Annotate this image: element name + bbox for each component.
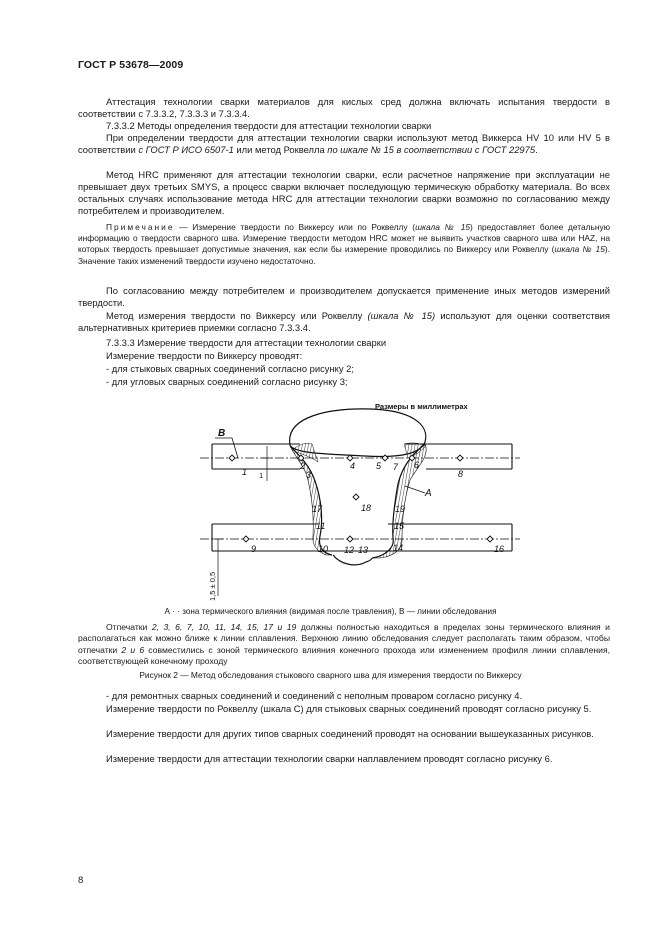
weld-root xyxy=(333,555,372,565)
paragraph-other-methods: По согласованию между потребителем и производителем допускается применение иных методов измерений твердости. xyxy=(78,285,610,309)
list-item-butt-welds: - для стыковых сварных соединений согласно рисунку 2; xyxy=(106,363,354,374)
point-label-18: 18 xyxy=(361,503,372,513)
page-number: 8 xyxy=(78,875,84,886)
label-b: B xyxy=(218,428,226,439)
figure-caption: Рисунок 2 — Метод обследования стыкового сварного шва для измерения твердости по Виккерсу xyxy=(139,670,522,680)
paragraph-overlay-welding: Измерение твердости для аттестации технологии сварки наплавлением проводят согласно рисунку 6. xyxy=(106,753,553,764)
point-label-19: 19 xyxy=(395,504,406,514)
paragraph-rockwell-c: Измерение твердости по Роквеллу (шкала С) для стыковых сварных соединений проводят согласно рисунку 5. xyxy=(106,703,592,714)
figure-instructions: Отпечатки 2, 3, 6, 7, 10, 11, 14, 15, 17 и 19 должны полностью находиться в пределах зоны термического влияния и располагаться как можно ближе к линии сплавления. Верхнюю линию обследования следует располагать таким образом, чтобы отпечатки 2 и 6 совместились с зоной термического влияния конечного прохода или изменением профиля линии сплавления, соответствующей конечному проходу xyxy=(78,622,610,667)
paragraph-other-weld-types: Измерение твердости для других типов сварных соединений проводят на основании вышеуказанных рисунков. xyxy=(106,728,594,739)
indentation-points xyxy=(229,455,493,542)
point-label-6: 6 xyxy=(414,460,420,470)
point-16 xyxy=(487,536,493,542)
point-12 xyxy=(347,536,353,542)
traverse-lines xyxy=(200,458,520,539)
b-leader xyxy=(215,438,238,458)
point-label-17: 17 xyxy=(312,504,323,514)
point-label-1: 1 xyxy=(242,467,248,477)
a-leader xyxy=(405,486,425,493)
dimension-1 xyxy=(262,444,272,481)
point-label-9: 9 xyxy=(251,544,257,554)
section-7-3-3-2-heading: 7.3.3.2 Методы определения твердости для аттестации технологии сварки xyxy=(106,120,432,131)
point-label-14: 14 xyxy=(393,543,404,553)
point-label-3: 3 xyxy=(306,470,312,480)
point-8 xyxy=(457,455,463,461)
point-label-10: 10 xyxy=(318,544,329,554)
plate-outline xyxy=(212,444,512,551)
dimensions-note: Размеры в миллиметрах xyxy=(375,402,468,411)
point-label-7: 7 xyxy=(393,462,399,472)
paragraph-vickers-rockwell: При определении твердости для аттестации технологии сварки используют метод Виккерса HV 10 или HV 5 в соответствии с ГОСТ Р ИСО 6507-1 или метод Роквелла по шкале № 15 в соответствии с ГОСТ 22975. xyxy=(78,132,610,156)
point-label-5: 5 xyxy=(376,461,382,471)
list-item-repair-welds: - для ремонтных сварных соединений и соединений с неполным проваром согласно рисунку 4. xyxy=(106,690,523,701)
point-label-16: 16 xyxy=(494,544,505,554)
label-a: A xyxy=(425,488,432,499)
point-label-11: 11 xyxy=(316,521,326,531)
weld-hardness-figure xyxy=(0,396,661,606)
paragraph-vickers-conducted: Измерение твердости по Виккерсу проводят: xyxy=(106,350,303,361)
dimension-1-5-label: 1,5 ± 0,5 xyxy=(208,571,217,601)
point-label-13: 13 xyxy=(358,545,369,555)
point-label-2: 2 xyxy=(300,461,306,471)
list-item-fillet-welds: - для угловых сварных соединений согласно рисунку 3; xyxy=(106,376,348,387)
paragraph-hrc-method: Метод HRC применяют для аттестации технологии сварки, если расчетное напряжение при эксплуатации не превышает двух третьих SMYS, а процесс сварки включает последующую термическую обработку материала. Во всех остальных случаях использование метода HRC для аттестации технологии сварки возможно по согласованию между потребителем и производителем. xyxy=(78,169,610,217)
point-label-15: 15 xyxy=(394,521,405,531)
point-label-4: 4 xyxy=(350,461,356,471)
point-9 xyxy=(243,536,249,542)
document-header: ГОСТ Р 53678—2009 xyxy=(78,59,184,71)
note-label: Примечание xyxy=(106,222,175,232)
paragraph-acceptance-criteria: Метод измерения твердости по Виккерсу или Роквеллу (шкала № 15) используют для оценки соответствия альтернативных критериев приемки согласно 7.3.3.4. xyxy=(78,310,610,334)
point-1 xyxy=(229,455,235,461)
point-label-12: 12 xyxy=(344,545,355,555)
paragraph-attestation: Аттестация технологии сварки материалов для кислых сред должна включать испытания твердости в соответствии с 7.3.3.2, 7.3.3.3 и 7.3.3.4. xyxy=(78,96,610,120)
section-7-3-3-3-heading: 7.3.3.3 Измерение твердости для аттестации технологии сварки xyxy=(106,337,387,348)
point-18 xyxy=(353,494,359,500)
note-block: Примечание — Измерение твердости по Виккерсу или по Роквеллу (шкала № 15) предоставляет более детальную информацию о твердости сварного шва. Измерение твердости методом HRC может не выявить участков сварного шва или HAZ, на которых твердость превышает допустимые значения, как если бы измерение проводились по Виккерсу или Роквеллу (шкала № 15). Значение таких изменений твердости изучено недостаточно. xyxy=(78,222,610,266)
dimension-1-label: 1 xyxy=(259,471,264,480)
point-label-8: 8 xyxy=(458,469,464,479)
figure-legend: А · · зона термического влияния (видимая после травления), В — линии обследования xyxy=(164,607,497,616)
